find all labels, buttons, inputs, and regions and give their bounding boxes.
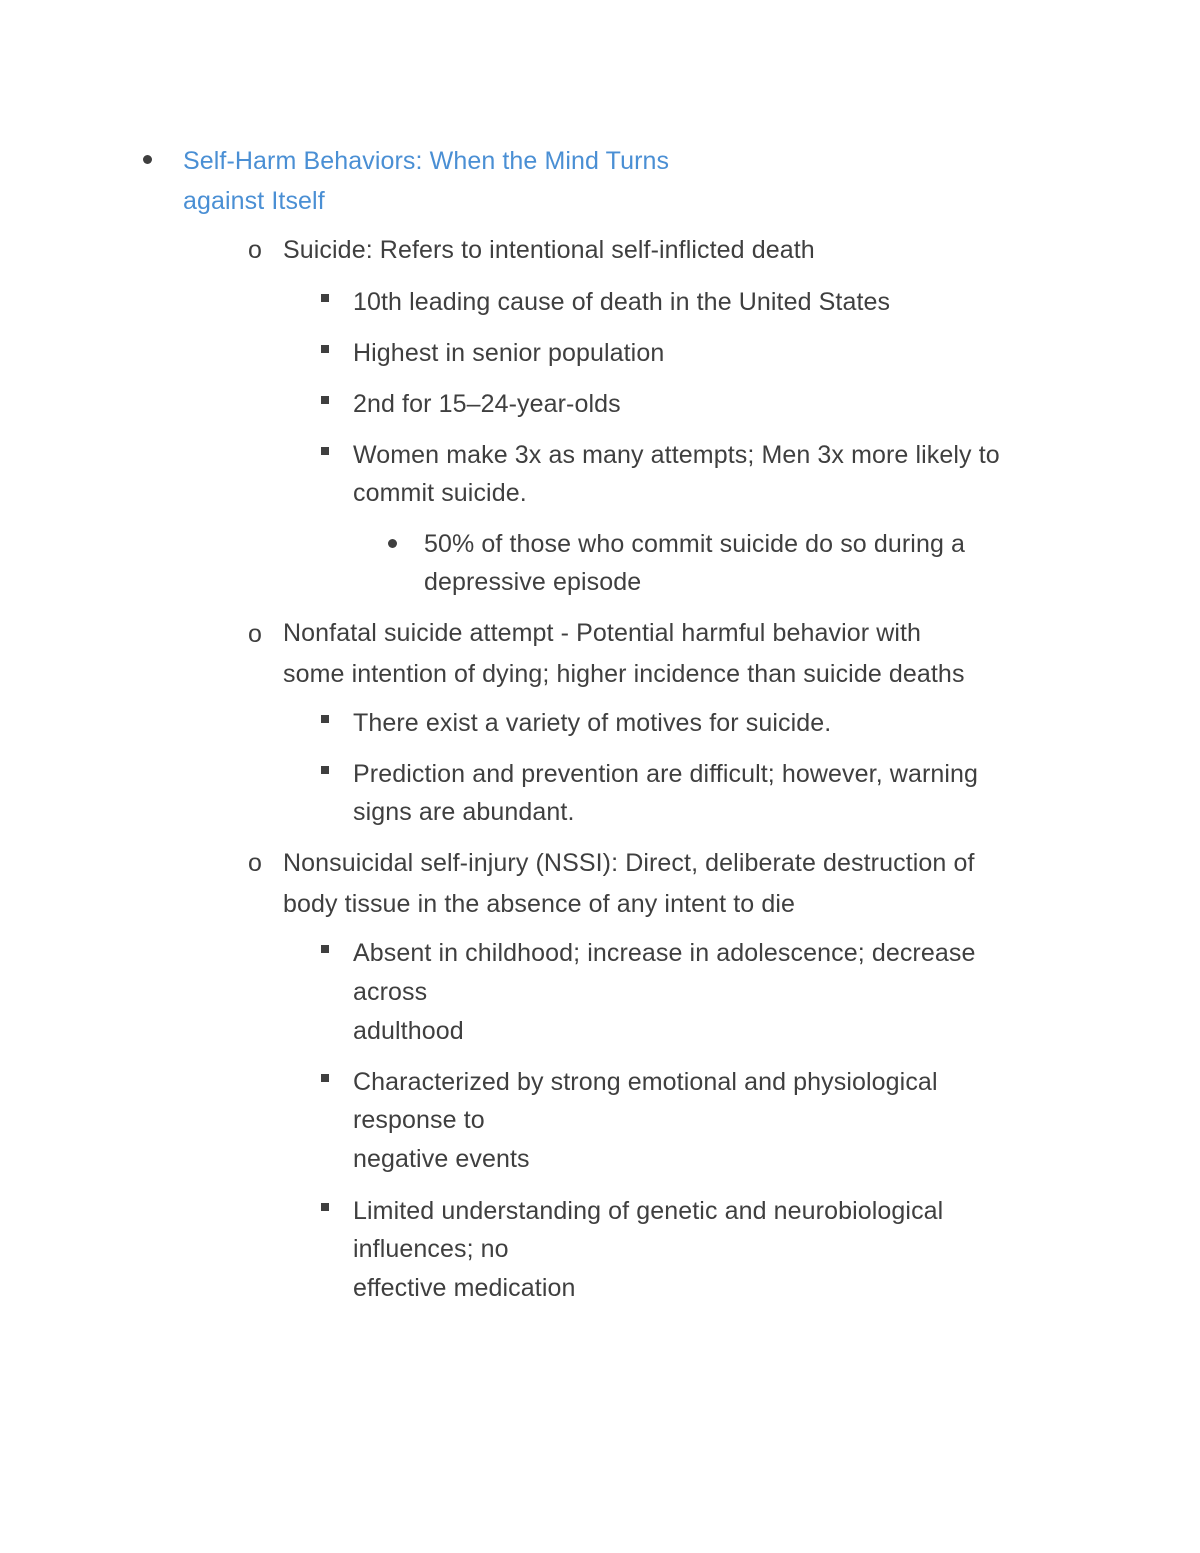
list-item-cont: effective medication [353,1274,576,1302]
list-item: Limited understanding of genetic and neurobiological [353,1197,944,1225]
list-item-cont: adulthood [353,1017,464,1045]
nssi-definition: Nonsuicidal self-injury (NSSI): Direct, deliberate destruction of [283,849,975,877]
list-item-cont: depressive episode [424,568,642,596]
list-item: 50% of those who commit suicide do so during a [424,530,966,558]
bullet-square-icon [321,1074,329,1082]
list-item-cont: commit suicide. [353,479,527,507]
bullet-circle-icon: o [248,620,262,648]
list-item: Women make 3x as many attempts; Men 3x more likely to [353,441,1000,469]
bullet-circle-icon: o [248,849,262,877]
list-item: 2nd for 15–24-year-olds [353,390,621,418]
list-item: 10th leading cause of death in the United States [353,288,891,316]
nonfatal-definition-cont: some intention of dying; higher incidence than suicide deaths [283,660,965,688]
list-item: Absent in childhood; increase in adolescence; decrease [353,939,976,967]
bullet-dot-icon [143,155,152,164]
list-item-cont: across [353,978,428,1006]
bullet-dot-icon [388,539,397,548]
list-item-cont: negative events [353,1145,530,1173]
bullet-square-icon [321,766,329,774]
bullet-square-icon [321,447,329,455]
nonfatal-definition: Nonfatal suicide attempt - Potential harmful behavior with [283,619,922,647]
bullet-square-icon [321,945,329,953]
nssi-definition-cont: body tissue in the absence of any intent to die [283,890,795,918]
section-heading: Self-Harm Behaviors: When the Mind Turns [183,147,670,175]
bullet-square-icon [321,715,329,723]
list-item-cont: signs are abundant. [353,798,575,826]
bullet-square-icon [321,1203,329,1211]
section-heading-cont: against Itself [183,187,325,215]
bullet-square-icon [321,345,329,353]
list-item: Highest in senior population [353,339,665,367]
bullet-circle-icon: o [248,236,262,264]
list-item-cont: response to [353,1106,485,1134]
list-item-cont: influences; no [353,1235,509,1263]
list-item: There exist a variety of motives for suicide. [353,709,832,737]
bullet-square-icon [321,396,329,404]
bullet-square-icon [321,294,329,302]
list-item: Prediction and prevention are difficult; however, warning [353,760,979,788]
suicide-definition: Suicide: Refers to intentional self-inflicted death [283,236,815,264]
list-item: Characterized by strong emotional and physiological [353,1068,938,1096]
